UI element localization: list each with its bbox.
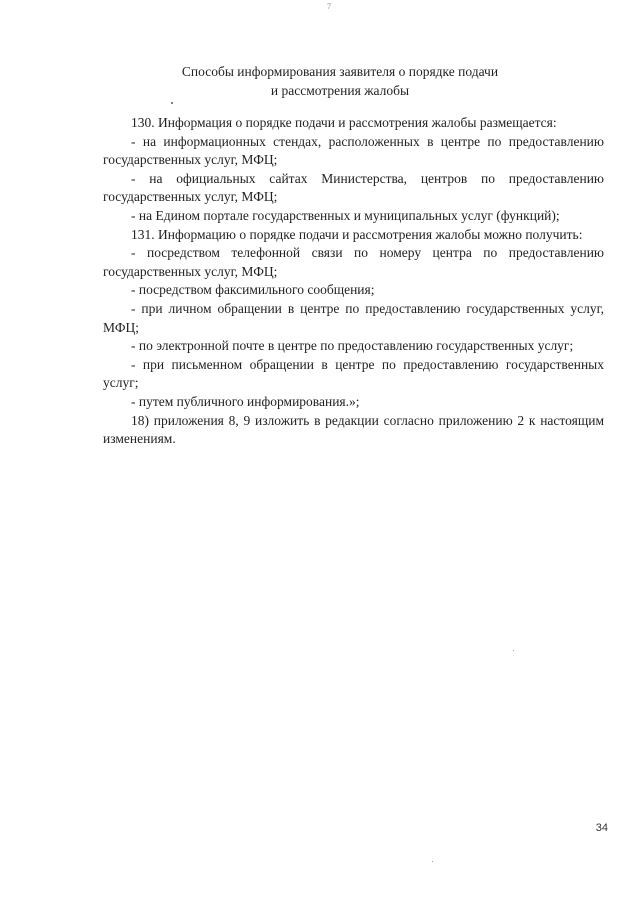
list-item-stands: - на информационных стендах, расположенных в центре по предоставлению государственных услуг, МФЦ; xyxy=(103,133,604,168)
scan-speck xyxy=(432,861,433,862)
paragraph-131: 131. Информацию о порядке подачи и рассмотрения жалобы можно получить: xyxy=(131,226,583,242)
paragraph-18: 18) приложения 8, 9 изложить в редакции согласно приложению 2 к настоящим изменениям. xyxy=(103,412,604,447)
list-item-phone: - посредством телефонной связи по номеру центра по предоставлению государственных услуг, МФЦ; xyxy=(103,245,604,279)
section-heading xyxy=(100,62,580,100)
scan-dot xyxy=(171,102,173,104)
list-item-email: - по электронной почте в центре по предоставлению государственных услуг; xyxy=(131,338,574,354)
list-item-portal: - на Едином портале государственных и муниципальных услуг (функций); xyxy=(131,207,560,223)
paragraph-130: 130. Информация о порядке подачи и рассмотрения жалобы размещается: xyxy=(131,115,557,130)
list-item-fax: - посредством факсимильного сообщения; xyxy=(131,282,375,298)
scan-speck xyxy=(513,650,514,651)
heading-line-1: Способы информирования заявителя о порядке подачи xyxy=(181,64,499,79)
list-item-personal: - при личном обращении в центре по предоставлению государственных услуг, МФЦ; xyxy=(103,300,604,335)
top-page-mark: 7 xyxy=(327,2,331,11)
page-number: 34 xyxy=(595,822,608,834)
list-item-public: - путем публичного информирования.»; xyxy=(131,393,360,409)
list-item-written: - при письменном обращении в центре по предоставлению государственных услуг; xyxy=(103,356,604,391)
heading-line-2: и рассмотрения жалобы xyxy=(270,83,410,98)
document-body xyxy=(103,114,604,449)
list-item-websites: - на официальных сайтах Министерства, центров по предоставлению государственных услуг, МФЦ; xyxy=(103,170,604,205)
